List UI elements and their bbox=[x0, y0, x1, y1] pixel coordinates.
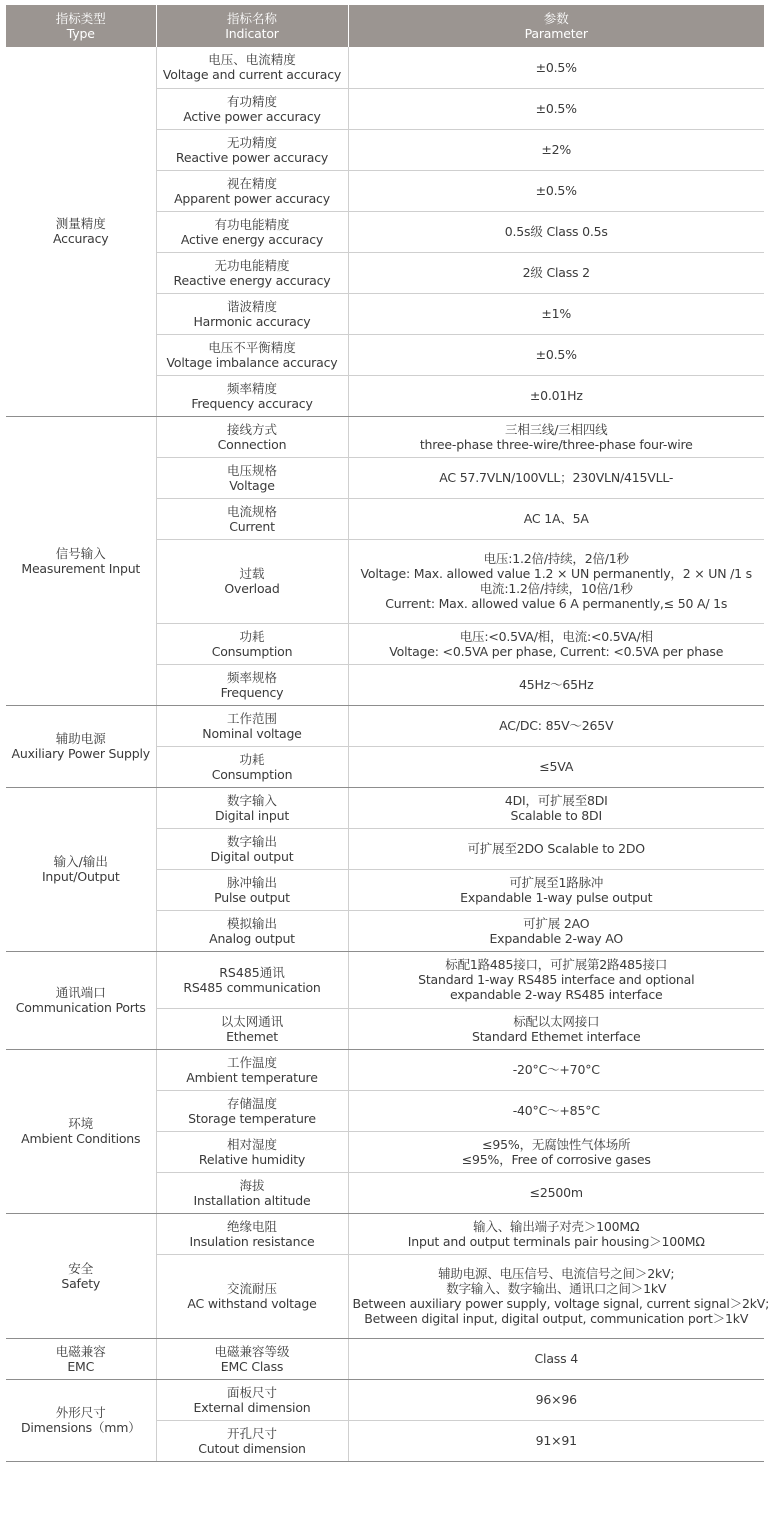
parameter-cell bbox=[348, 416, 764, 457]
indicator-cell bbox=[156, 1420, 348, 1461]
indicator-zh: 视在精度 bbox=[226, 175, 277, 191]
indicator-cell bbox=[156, 375, 348, 416]
indicator-zh: 有功电能精度 bbox=[214, 216, 290, 232]
indicator-zh: 功耗 bbox=[239, 628, 265, 644]
type-en: Accuracy bbox=[53, 231, 109, 247]
parameter-cell bbox=[348, 1254, 770, 1338]
parameter-cell bbox=[348, 211, 764, 252]
parameter-cell bbox=[348, 910, 764, 951]
indicator-zh: RS485通讯 bbox=[219, 964, 285, 980]
indicator-zh: 电压不平衡精度 bbox=[208, 339, 296, 355]
indicator-en: Digital input bbox=[214, 807, 290, 823]
parameter-line: Voltage: Max. allowed value 1.2 × UN permanently，2 × UN /1 s bbox=[360, 566, 752, 581]
parameter-line: ±0.5% bbox=[535, 59, 577, 75]
indicator-zh: 谐波精度 bbox=[226, 298, 277, 314]
indicator-cell bbox=[156, 457, 348, 498]
indicator-zh: 相对湿度 bbox=[226, 1136, 277, 1152]
indicator-zh: 过载 bbox=[239, 566, 265, 581]
parameter-cell bbox=[348, 1090, 764, 1131]
parameter-cell bbox=[348, 1172, 764, 1213]
parameter-line: Standard Ethemet interface bbox=[471, 1028, 641, 1044]
parameter-line: AC 57.7VLN/100VLL；230VLN/415VLL- bbox=[439, 470, 674, 485]
type-cell bbox=[6, 47, 156, 416]
parameter-line: Expandable 2-way AO bbox=[489, 930, 624, 946]
table-row bbox=[6, 1049, 764, 1090]
parameter-line: ±0.5% bbox=[535, 347, 577, 362]
indicator-zh: 接线方式 bbox=[226, 421, 277, 437]
header-parameter-en: Parameter bbox=[524, 26, 588, 41]
indicator-zh: 功耗 bbox=[239, 751, 265, 767]
indicator-en: Apparent power accuracy bbox=[174, 190, 330, 206]
parameter-cell bbox=[348, 869, 764, 910]
indicator-en: External dimension bbox=[193, 1399, 311, 1415]
parameter-line: 标配1路485接口，可扩展第2路485接口 bbox=[445, 957, 668, 972]
parameter-cell bbox=[348, 1420, 764, 1461]
parameter-cell bbox=[348, 1131, 764, 1172]
indicator-cell bbox=[156, 787, 348, 828]
indicator-cell bbox=[156, 623, 348, 664]
parameter-line: Scalable to 8DI bbox=[510, 807, 602, 823]
indicator-en: Overload bbox=[224, 581, 280, 596]
parameter-line: Voltage: <0.5VA per phase, Current: <0.5VA per phase bbox=[389, 643, 724, 659]
indicator-en: Active energy accuracy bbox=[180, 231, 324, 247]
parameter-cell bbox=[348, 1379, 764, 1420]
indicator-en: Current bbox=[229, 518, 275, 534]
indicator-cell bbox=[156, 1213, 348, 1254]
indicator-zh: 面板尺寸 bbox=[226, 1384, 277, 1400]
indicator-en: Reactive energy accuracy bbox=[173, 272, 331, 288]
type-cell bbox=[6, 705, 156, 787]
indicator-cell bbox=[156, 1131, 348, 1172]
indicator-en: Ethemet bbox=[226, 1028, 278, 1044]
parameter-line: ±0.5% bbox=[535, 101, 577, 116]
header-indicator-zh: 指标名称 bbox=[226, 11, 277, 26]
type-zh: 辅助电源 bbox=[55, 731, 106, 746]
indicator-en: Relative humidity bbox=[198, 1151, 306, 1167]
indicator-zh: 工作范围 bbox=[226, 710, 277, 726]
table-row bbox=[6, 1338, 764, 1379]
parameter-cell bbox=[348, 664, 764, 705]
header-indicator-en: Indicator bbox=[225, 26, 279, 41]
indicator-en: AC withstand voltage bbox=[187, 1296, 317, 1311]
type-en: Dimensions（mm） bbox=[20, 1420, 141, 1435]
parameter-cell bbox=[348, 293, 764, 334]
type-cell bbox=[6, 1213, 156, 1338]
indicator-en: Consumption bbox=[211, 643, 293, 659]
indicator-cell bbox=[156, 1254, 348, 1338]
indicator-en: Consumption bbox=[211, 766, 293, 782]
indicator-zh: 无功电能精度 bbox=[214, 257, 290, 273]
table-row bbox=[6, 1379, 764, 1420]
table-row bbox=[6, 1213, 764, 1254]
indicator-en: Active power accuracy bbox=[183, 108, 321, 124]
indicator-cell bbox=[156, 910, 348, 951]
header-indicator bbox=[156, 5, 348, 47]
indicator-en: Insulation resistance bbox=[189, 1233, 315, 1249]
indicator-zh: 电压、电流精度 bbox=[208, 52, 296, 68]
type-zh: 通讯端口 bbox=[55, 985, 106, 1000]
type-zh: 安全 bbox=[68, 1260, 94, 1276]
parameter-cell bbox=[348, 129, 764, 170]
parameter-cell bbox=[348, 1213, 764, 1254]
type-zh: 环境 bbox=[68, 1116, 94, 1131]
parameter-cell bbox=[348, 334, 764, 375]
parameter-line: Current: Max. allowed value 6 A permanently,≤ 50 A/ 1s bbox=[385, 596, 728, 611]
type-cell bbox=[6, 1049, 156, 1213]
parameter-cell bbox=[348, 705, 764, 746]
parameter-cell bbox=[348, 1049, 764, 1090]
indicator-zh: 有功精度 bbox=[226, 93, 277, 109]
parameter-line: 可扩展至2DO Scalable to 2DO bbox=[467, 841, 645, 856]
parameter-line: 数字输入、数字输出、通讯口之间＞1kV bbox=[446, 1281, 667, 1296]
parameter-line: 电压:1.2倍/持续，2倍/1秒 bbox=[483, 551, 629, 566]
parameter-line: AC 1A、5A bbox=[523, 511, 589, 526]
indicator-zh: 数字输出 bbox=[226, 833, 277, 849]
type-zh: 电磁兼容 bbox=[55, 1343, 106, 1359]
parameter-cell bbox=[348, 457, 764, 498]
indicator-cell bbox=[156, 1090, 348, 1131]
indicator-zh: 绝缘电阻 bbox=[226, 1218, 277, 1234]
parameter-line: 可扩展至1路脉冲 bbox=[509, 874, 604, 890]
parameter-line: ≤2500m bbox=[529, 1185, 583, 1200]
parameter-cell bbox=[348, 170, 764, 211]
parameter-line: Class 4 bbox=[534, 1351, 578, 1366]
parameter-cell bbox=[348, 746, 764, 787]
parameter-line: ±0.01Hz bbox=[529, 388, 583, 403]
parameter-line: 4DI，可扩展至8DI bbox=[504, 792, 608, 808]
parameter-line: ±0.5% bbox=[535, 183, 577, 198]
indicator-en: Cutout dimension bbox=[198, 1440, 306, 1456]
indicator-cell bbox=[156, 498, 348, 539]
indicator-en: EMC Class bbox=[220, 1358, 284, 1374]
indicator-en: Connection bbox=[217, 436, 287, 452]
indicator-cell bbox=[156, 334, 348, 375]
indicator-cell bbox=[156, 293, 348, 334]
indicator-cell bbox=[156, 746, 348, 787]
type-cell bbox=[6, 787, 156, 951]
indicator-cell bbox=[156, 1008, 348, 1049]
indicator-en: Digital output bbox=[210, 848, 294, 864]
parameter-line: ±1% bbox=[541, 306, 572, 321]
type-cell bbox=[6, 951, 156, 1049]
indicator-zh: 存储温度 bbox=[226, 1095, 277, 1111]
indicator-cell bbox=[156, 1379, 348, 1420]
parameter-line: -20°C～+70°C bbox=[512, 1062, 600, 1077]
parameter-line: 电压:<0.5VA/相，电流:<0.5VA/相 bbox=[459, 628, 653, 644]
indicator-cell bbox=[156, 869, 348, 910]
indicator-cell bbox=[156, 828, 348, 869]
indicator-cell bbox=[156, 416, 348, 457]
parameter-cell bbox=[348, 951, 764, 1008]
type-cell bbox=[6, 416, 156, 705]
parameter-cell bbox=[348, 623, 764, 664]
indicator-en: Voltage and current accuracy bbox=[162, 67, 342, 83]
indicator-zh: 数字输入 bbox=[226, 792, 277, 808]
spec-table bbox=[6, 5, 770, 1462]
table-row bbox=[6, 951, 764, 1008]
indicator-en: Ambient temperature bbox=[186, 1069, 318, 1085]
indicator-cell bbox=[156, 211, 348, 252]
parameter-cell bbox=[348, 498, 764, 539]
parameter-cell bbox=[348, 787, 764, 828]
type-zh: 测量精度 bbox=[55, 216, 106, 232]
parameter-line: 标配以太网接口 bbox=[513, 1013, 600, 1029]
type-zh: 输入/输出 bbox=[53, 854, 108, 869]
parameter-line: ≤95%，无腐蚀性气体场所 bbox=[482, 1136, 631, 1152]
indicator-en: Nominal voltage bbox=[202, 725, 302, 741]
indicator-zh: 工作温度 bbox=[226, 1054, 277, 1070]
indicator-zh: 电流规格 bbox=[226, 503, 277, 519]
indicator-en: Frequency bbox=[220, 684, 284, 700]
header-parameter bbox=[348, 5, 764, 47]
parameter-line: Input and output terminals pair housing＞100MΩ bbox=[407, 1233, 705, 1249]
table-row bbox=[6, 416, 764, 457]
parameter-line: expandable 2-way RS485 interface bbox=[449, 987, 663, 1002]
parameter-cell bbox=[348, 539, 764, 623]
parameter-line: AC/DC: 85V～265V bbox=[499, 718, 614, 733]
indicator-zh: 以太网通讯 bbox=[220, 1013, 284, 1029]
indicator-cell bbox=[156, 1172, 348, 1213]
parameter-line: three-phase three-wire/three-phase four-wire bbox=[419, 436, 693, 452]
parameter-line: 96×96 bbox=[535, 1392, 577, 1407]
type-en: Ambient Conditions bbox=[21, 1131, 141, 1146]
parameter-cell bbox=[348, 88, 764, 129]
indicator-zh: 开孔尺寸 bbox=[226, 1425, 277, 1441]
parameter-line: 可扩展 2AO bbox=[523, 915, 590, 931]
indicator-en: Voltage bbox=[229, 477, 275, 493]
indicator-zh: 电压规格 bbox=[226, 462, 277, 478]
indicator-cell bbox=[156, 951, 348, 1008]
type-en: Measurement Input bbox=[21, 560, 141, 576]
parameter-line: 91×91 bbox=[535, 1433, 577, 1448]
indicator-cell bbox=[156, 252, 348, 293]
indicator-cell bbox=[156, 129, 348, 170]
indicator-en: Harmonic accuracy bbox=[193, 313, 311, 329]
type-zh: 外形尺寸 bbox=[55, 1405, 106, 1420]
parameter-line: ±2% bbox=[541, 142, 572, 157]
indicator-cell bbox=[156, 1049, 348, 1090]
indicator-en: Reactive power accuracy bbox=[175, 149, 329, 165]
spec-body bbox=[6, 47, 770, 1461]
indicator-zh: 海拔 bbox=[239, 1177, 265, 1193]
header-type bbox=[6, 5, 156, 47]
indicator-cell bbox=[156, 705, 348, 746]
table-row bbox=[6, 787, 764, 828]
indicator-en: Analog output bbox=[209, 930, 295, 946]
indicator-cell bbox=[156, 539, 348, 623]
indicator-zh: 脉冲输出 bbox=[226, 874, 277, 890]
indicator-en: Pulse output bbox=[214, 889, 290, 905]
header-parameter-zh: 参数 bbox=[543, 11, 569, 26]
indicator-cell bbox=[156, 664, 348, 705]
table-row bbox=[6, 705, 764, 746]
indicator-cell bbox=[156, 47, 348, 88]
type-en: Safety bbox=[61, 1275, 101, 1291]
parameter-line: Between auxiliary power supply, voltage signal, current signal＞2kV; bbox=[352, 1296, 770, 1311]
table-row bbox=[6, 47, 764, 88]
parameter-cell bbox=[348, 375, 764, 416]
indicator-zh: 模拟输出 bbox=[226, 915, 277, 931]
parameter-line: ≤5VA bbox=[539, 759, 574, 774]
parameter-line: 三相三线/三相四线 bbox=[505, 421, 608, 437]
type-cell bbox=[6, 1338, 156, 1379]
indicator-en: RS485 communication bbox=[183, 979, 321, 995]
indicator-zh: 无功精度 bbox=[226, 134, 277, 150]
parameter-cell bbox=[348, 828, 764, 869]
parameter-cell bbox=[348, 1338, 764, 1379]
type-cell bbox=[6, 1379, 156, 1461]
indicator-zh: 频率规格 bbox=[226, 669, 277, 685]
parameter-line: 辅助电源、电压信号、电流信号之间＞2kV; bbox=[438, 1266, 675, 1281]
parameter-cell bbox=[348, 47, 764, 88]
indicator-cell bbox=[156, 1338, 348, 1379]
parameter-line: 0.5s级 Class 0.5s bbox=[504, 224, 608, 239]
indicator-zh: 电磁兼容等级 bbox=[214, 1343, 290, 1359]
header-row bbox=[6, 5, 764, 47]
parameter-cell bbox=[348, 252, 764, 293]
indicator-cell bbox=[156, 88, 348, 129]
indicator-cell bbox=[156, 170, 348, 211]
type-en: Auxiliary Power Supply bbox=[11, 746, 150, 761]
parameter-line: 电流:1.2倍/持续，10倍/1秒 bbox=[479, 581, 633, 596]
type-zh: 信号输入 bbox=[55, 545, 106, 561]
type-en: Input/Output bbox=[41, 869, 120, 884]
parameter-line: -40°C～+85°C bbox=[512, 1103, 600, 1118]
indicator-en: Frequency accuracy bbox=[191, 395, 313, 411]
parameter-line: Between digital input, digital output, communication port＞1kV bbox=[364, 1311, 749, 1326]
indicator-zh: 交流耐压 bbox=[226, 1281, 277, 1296]
header-type-en: Type bbox=[66, 26, 95, 41]
indicator-en: Voltage imbalance accuracy bbox=[166, 354, 338, 370]
parameter-cell bbox=[348, 1008, 764, 1049]
type-en: EMC bbox=[67, 1358, 95, 1374]
parameter-line: Expandable 1-way pulse output bbox=[460, 889, 653, 905]
parameter-line: 输入、输出端子对壳＞100MΩ bbox=[473, 1218, 640, 1234]
parameter-line: ≤95%，Free of corrosive gases bbox=[461, 1151, 651, 1167]
indicator-en: Installation altitude bbox=[193, 1192, 311, 1208]
header-type-zh: 指标类型 bbox=[55, 11, 106, 26]
parameter-line: 2级 Class 2 bbox=[522, 265, 590, 280]
type-en: Communication Ports bbox=[15, 1000, 146, 1015]
parameter-line: Standard 1-way RS485 interface and optional bbox=[418, 972, 695, 987]
indicator-zh: 频率精度 bbox=[226, 380, 277, 396]
parameter-line: 45Hz～65Hz bbox=[519, 677, 594, 692]
indicator-en: Storage temperature bbox=[188, 1110, 316, 1126]
